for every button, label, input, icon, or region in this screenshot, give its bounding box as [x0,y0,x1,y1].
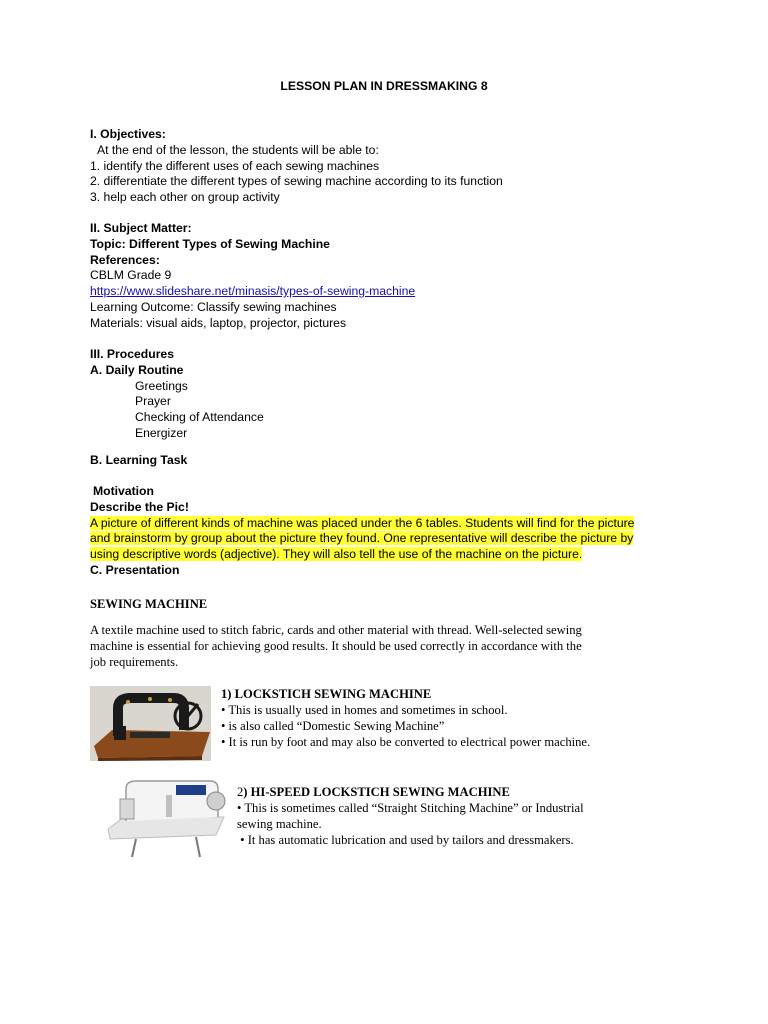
learning-outcome-label: Learning Outcome: [90,299,194,314]
sewing-machine-heading: SEWING MACHINE [90,597,208,611]
presentation-heading: C. Presentation [90,562,180,577]
objective-item: 1. identify the different uses of each sewing machines [90,158,380,173]
topic-line: Topic: Different Types of Sewing Machine [90,236,330,251]
subject-matter-section [90,221,415,332]
highlighted-line: using descriptive words (adjective). They will also tell the use of the machine on the picture. [90,547,583,562]
machine-title-rest: ) HI-SPEED LOCKSTICH SEWING MACHINE [243,785,510,799]
routine-item: Prayer [135,394,171,409]
motivation-heading: Motivation [93,484,154,498]
machine-title: 1) LOCKSTICH SEWING MACHINE [221,687,432,701]
lockstitch-machine-text [221,686,590,750]
machine-detail: • It is run by foot and may also be converted to electrical power machine. [221,735,591,749]
routine-item: Greetings [135,378,188,393]
definition-line: A textile machine used to stitch fabric, cards and other material with thread. Well-selected sewing [90,623,582,637]
highlighted-line: A picture of different kinds of machine was placed under the 6 tables. Students will find for the picture [90,515,635,530]
describe-heading: Describe the Pic! [90,499,189,514]
objectives-section [90,127,503,206]
reference-link[interactable]: https://www.slideshare.net/minasis/types-of-sewing-machine [90,284,416,299]
machine-detail: sewing machine. [237,817,322,831]
reference-item: CBLM Grade 9 [90,268,172,283]
sewing-definition [90,622,582,670]
hispeed-machine-image [106,777,226,859]
materials-line: Materials: visual aids, laptop, projector, pictures [90,315,347,330]
machine-title-number: 2 [237,785,244,799]
learning-outcome-line [90,300,415,316]
machine-detail: • This is usually used in homes and sometimes in school. [221,703,508,717]
references-label: References: [90,252,160,267]
machine-detail: • It has automatic lubrication and used by tailors and dressmakers. [237,833,574,847]
definition-line: job requirements. [90,655,179,669]
objective-item: 2. differentiate the different types of sewing machine according to its function [90,174,503,189]
learning-task-heading: B. Learning Task [90,453,188,467]
page-title: LESSON PLAN IN DRESSMAKING 8 [280,79,488,93]
subject-matter-heading: II. Subject Matter: [90,221,192,235]
learning-outcome-value: Classify sewing machines [193,299,337,314]
hispeed-machine-text [237,784,584,848]
routine-item: Energizer [135,425,188,440]
objective-item: 3. help each other on group activity [90,190,280,205]
daily-routine-heading: A. Daily Routine [90,362,184,377]
objectives-intro: At the end of the lesson, the students will be able to: [97,142,379,157]
motivation-section [90,484,634,579]
machine-detail: • This is sometimes called “Straight Stitching Machine” or Industrial [237,801,584,815]
lockstitch-machine-image [90,686,211,761]
machine-title [237,784,584,800]
routine-item: Checking of Attendance [135,410,264,425]
procedures-heading: III. Procedures [90,347,174,361]
learning-task-section [90,453,187,469]
machine-detail: • is also called “Domestic Sewing Machine” [221,719,445,733]
objectives-heading: I. Objectives: [90,127,166,141]
definition-line: machine is essential for achieving good results. It should be used correctly in accordance with the [90,639,582,653]
highlighted-line: and brainstorm by group about the picture they found. One representative will describe the picture by [90,531,634,546]
procedures-section [90,347,264,442]
